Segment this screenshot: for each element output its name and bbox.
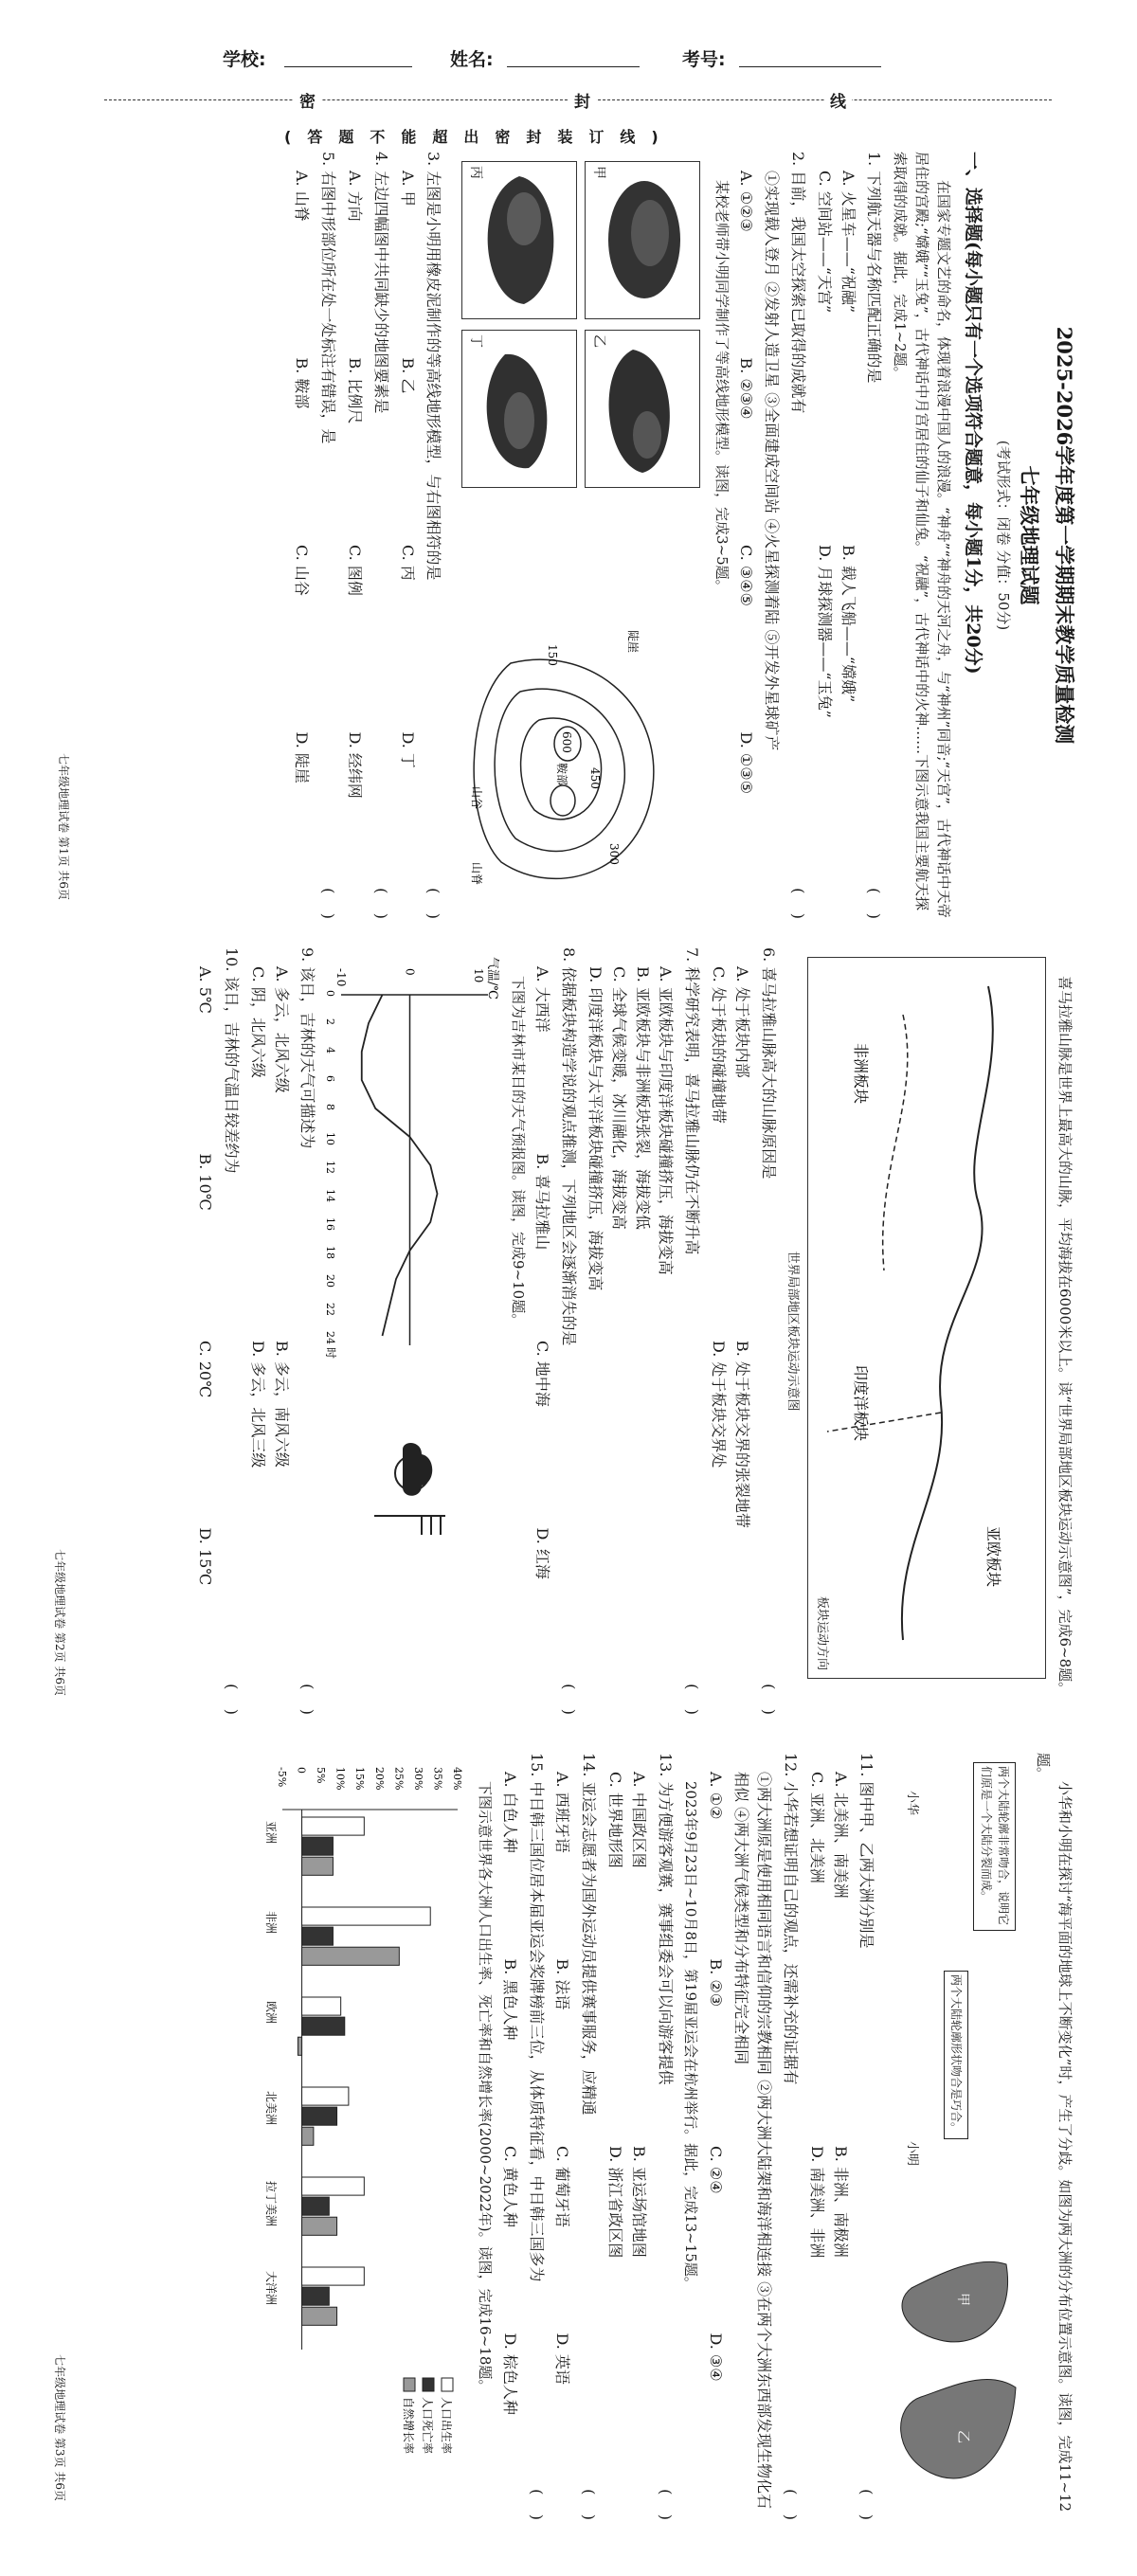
legend-label: 人口出生率 xyxy=(439,2397,453,2455)
x-tick-label: 0 xyxy=(324,990,337,997)
q1-options[interactable]: A. 火星车——“祝融” B. 载人飞船——“嫦娥” C. 空间站——“天宫” D. 月球探测器——“玉兔” xyxy=(815,171,857,718)
svg-text:甲: 甲 xyxy=(955,2293,971,2306)
seal-mi: 密 xyxy=(294,88,321,112)
model-jia: 甲 xyxy=(585,161,700,319)
model-ding: 丁 xyxy=(461,330,577,488)
exam-subtitle: 七年级地理试题 xyxy=(1018,465,1042,605)
x-tick-label: 18 xyxy=(324,1246,337,1259)
seal-xian: 线 xyxy=(824,88,852,112)
x-tick-label: 20 xyxy=(324,1274,337,1288)
weather-figure xyxy=(322,957,502,1705)
bar xyxy=(298,2037,301,2055)
page-footer: 七年级地理试卷 第2页 共6页 xyxy=(52,1549,66,1696)
bar xyxy=(301,1947,399,1965)
school-field[interactable] xyxy=(284,66,412,67)
bar xyxy=(301,2127,313,2145)
svg-text:150: 150 xyxy=(546,644,560,666)
q3-intro: 某校老师带小明同学制作了等高线地形模型。读图，完成3~5题。 xyxy=(713,180,731,594)
question-2: 2. 目前，我国太空探索已取得的成就有 ( ) xyxy=(785,152,809,919)
bar xyxy=(301,2307,336,2325)
population-chart xyxy=(254,1762,472,2501)
q13-options[interactable]: A. 中国政区图 B. 亚运场馆地图 C. 世界地形图 D. 浙江省政区图 xyxy=(606,1772,648,2259)
exam-page-1 xyxy=(52,152,1085,919)
q2-options[interactable]: A. ①②③ B. ②③④ C. ③④⑤ D. ①③⑤ xyxy=(737,171,756,794)
continent-figure xyxy=(884,1762,1026,2511)
map-legend: 板块运动方向 xyxy=(814,1595,829,1670)
question-7: 7. 科学研究表明，喜马拉雅山脉仍在不断升高 ( ) xyxy=(683,947,702,1715)
exam-note: (考试形式：闭卷 分值：50分) xyxy=(994,440,1012,631)
temperature-chart xyxy=(322,957,502,1374)
q9-intro: 下图为吉林市某日的天气预报图。读图，完成9~10题。 xyxy=(509,976,527,1328)
q13-intro: 2023年9月23日~10月8日，第19届亚运会在杭州举行。据此，完成13~15题。 xyxy=(681,1781,699,2291)
svg-text:陡崖: 陡崖 xyxy=(626,630,641,654)
speech-bubble-a: 两个大陆轮廓非常吻合，说明它们原是一个大陆分裂而成。 xyxy=(973,1762,1016,1931)
q3-options[interactable]: A. 甲 B. 乙 C. 丙 D. 丁 xyxy=(398,171,417,768)
seal-line xyxy=(104,90,1052,112)
x-tick-label: 24 xyxy=(324,1331,337,1344)
y-tick-label: 15% xyxy=(353,1767,367,1791)
clay-models xyxy=(461,161,700,491)
x-tick-label: 22 xyxy=(324,1303,337,1316)
q16-intro: 下图示意世界各大洲人口出生率、死亡率和自然增长率(2000~2022年)。读图，完成16~18题。 xyxy=(477,1781,495,2394)
x-tick-label: 4 xyxy=(324,1047,337,1054)
q10-options[interactable]: A. 5℃ B. 10℃ C. 20℃ D. 15℃ xyxy=(196,966,215,1586)
y-tick-label: 25% xyxy=(392,1767,406,1791)
x-tick-label: 8 xyxy=(324,1104,337,1110)
question-13: 13. 为方便游客观赛，赛事组委会可以向游客提供 ( ) xyxy=(656,1753,675,2520)
legend-swatch xyxy=(442,2378,453,2391)
legend-swatch xyxy=(404,2378,415,2391)
model-bing: 丙 xyxy=(461,161,577,319)
svg-text:450: 450 xyxy=(588,767,603,789)
model-yi: 乙 xyxy=(585,330,700,488)
bar xyxy=(301,1817,364,1835)
question-14: 14. 亚运会志愿者为国外运动员提供赛事服务，应精通 ( ) xyxy=(580,1753,599,2520)
question-4: 4. 左边四幅图中共同缺少的地图要素是 ( ) xyxy=(371,152,390,919)
seal-feng: 封 xyxy=(568,88,596,112)
svg-text:亚欧板块: 亚欧板块 xyxy=(984,1526,1002,1588)
intro-text: 在国家专题文艺的命名，体现着浪漫中国人的浪漫。“神舟”“神舟的天河之舟，与“神州”同音;“天宫”，古代神话中天帝居住的宫殿;“嫦娥”“玉兔”，古代神话中月宫居住的仙子和仙兔。“祝融”，古代神话中的火神……下图示意我国主要航天探索取得的成就。据此，完成1~2题。 xyxy=(891,152,953,918)
temperature-line xyxy=(362,995,438,1336)
bar xyxy=(301,2017,344,2035)
person-b: 小明 xyxy=(905,2141,920,2167)
q7-options[interactable]: A. 亚欧板块与印度洋板块碰撞挤压，海拔变高 B. 亚欧板块与非洲板块张裂，海拔变低 C. 全球气候变暖，冰川融化，海拔变高 D. 印度洋板块与太平洋板块碰撞挤压，海拔变高 xyxy=(587,966,676,1291)
y-tick-label: -10 xyxy=(334,968,349,987)
page-footer: 七年级地理试卷 第3页 共6页 xyxy=(52,2354,66,2501)
q8-options[interactable]: A. 大西洋 B. 喜马拉雅山 C. 地中海 D. 红海 xyxy=(533,966,552,1579)
y-tick-label: 35% xyxy=(431,1767,444,1791)
legend-label: 人口死亡率 xyxy=(420,2397,434,2455)
y-tick-label: 0 xyxy=(403,968,417,976)
person-a: 小华 xyxy=(905,1791,920,1816)
x-tick-label: 14 xyxy=(324,1189,337,1202)
speech-bubble-b: 两个大陆轮廓形状吻合是巧合。 xyxy=(944,1971,969,2139)
fig-caption: 世界局部地区板块运动示意图 xyxy=(785,1251,800,1412)
page-footer: 七年级地理试卷 第1页 共6页 xyxy=(56,753,70,900)
q2-items: ①实现载人登月 ②发射人造卫星 ③全面建成空间站 ④火星探测着陆 ⑤开发外星球矿产 xyxy=(763,171,782,751)
category-label: 大洋洲 xyxy=(263,2271,278,2306)
bar xyxy=(301,2287,329,2305)
question-11: 11. 图中甲、乙两大洲分别是 ( ) xyxy=(857,1753,876,2520)
q15-options[interactable]: A. 白色人种 B. 黑色人种 C. 黄色人种 D. 棕色人种 xyxy=(500,1772,519,2415)
q5-options[interactable]: A. 山脊 B. 鞍部 C. 山谷 D. 陡崖 xyxy=(293,171,312,784)
question-15: 15. 中日韩三国位居本届亚运会奖牌榜前三位，从体质特征看，中日韩三国多为 ( ) xyxy=(527,1753,546,2520)
category-label: 北美洲 xyxy=(263,2091,278,2126)
y-tick-label: -5% xyxy=(275,1767,288,1788)
bar xyxy=(301,2087,348,2105)
bar xyxy=(301,2267,364,2285)
svg-text:非洲板块: 非洲板块 xyxy=(851,1043,870,1105)
q11-intro: 小华和小明在探讨“海平面的地球上不断变化”时，产生了分歧。如图为两大洲的分布位置示意图。读图，完成11~12题。 xyxy=(1034,1753,1074,2513)
name-label: 姓名: xyxy=(450,49,494,70)
y-tick-label: 20% xyxy=(372,1767,386,1791)
bar xyxy=(301,1997,340,2015)
svg-text:山谷: 山谷 xyxy=(470,786,484,810)
bar xyxy=(301,2107,336,2125)
bar xyxy=(301,1837,333,1855)
question-6: 6. 喜马拉雅山脉高大的山脉原因是 ( ) xyxy=(759,947,778,1715)
name-field[interactable] xyxy=(507,66,640,67)
answer-blank[interactable]: ( ) xyxy=(789,888,808,919)
bar xyxy=(301,1857,333,1875)
q4-options[interactable]: A. 方向 B. 比例尺 C. 图例 D. 经纬网 xyxy=(346,171,365,799)
category-label: 欧洲 xyxy=(263,2001,278,2025)
bar xyxy=(301,2197,329,2215)
bar xyxy=(301,2217,336,2235)
question-12: 12. 小华若想证明自己的观点，还需补充的证据有 ( ) xyxy=(782,1753,801,2520)
y-tick-label: 5% xyxy=(314,1767,327,1784)
exam-page-3 xyxy=(52,1753,1085,2520)
q9-options[interactable]: A. 多云，北风六级 B. 多云，南风六级 C. 阴，北风六级 D. 多云，北风三级 xyxy=(248,966,291,1468)
question-5: 5. 右图中形部位所在处一处标注有错误，是 ( ) xyxy=(319,152,338,919)
x-tick-label: 12 xyxy=(324,1161,337,1174)
q14-options[interactable]: A. 西班牙语 B. 法语 C. 葡萄牙语 D. 英语 xyxy=(553,1772,572,2385)
dialogue xyxy=(884,1762,1026,2198)
exam-no-field[interactable] xyxy=(739,66,881,67)
q6-intro: 喜马拉雅山脉是世界上最高大的山脉，平均海拔在6000米以上。读“世界局部地区板块运动示意图”，完成6~8题。 xyxy=(1056,976,1074,1697)
seal-note: (答题不能超出密封装订线) xyxy=(284,128,675,146)
exam-title: 2025-2026学年度第一学期期末教学质量检测 xyxy=(1053,326,1076,745)
legend-swatch xyxy=(423,2378,434,2391)
q6-options[interactable]: A. 处于板块内部 B. 处于板块交界的张裂地带 C. 处于板块的碰撞地带 D. 处于板块交界处 xyxy=(710,966,751,1528)
svg-text:600: 600 xyxy=(560,731,574,753)
y-tick-label: 40% xyxy=(450,1767,463,1791)
chart-ylabel: 气温/℃ xyxy=(485,957,500,1000)
category-label: 拉丁美洲 xyxy=(263,2181,278,2227)
bar xyxy=(301,2177,364,2195)
question-1: 1. 下列航天器与名称匹配正确的是 ( ) xyxy=(862,152,886,919)
figure-row xyxy=(454,161,700,910)
svg-text:印度洋板块: 印度洋板块 xyxy=(851,1365,870,1442)
x-tick-label: 6 xyxy=(324,1075,337,1082)
y-tick-label: 10% xyxy=(334,1767,347,1791)
svg-text:300: 300 xyxy=(607,843,622,865)
question-3: 3. 左图是小明用橡皮泥制作的等高线地形模型，与右图相符的是 ( ) xyxy=(424,152,443,919)
category-label: 亚洲 xyxy=(263,1821,278,1845)
svg-text:鞍部: 鞍部 xyxy=(555,763,569,786)
exam-no-label: 考号: xyxy=(682,49,726,70)
question-10: 10. 该日，吉林的气温日较差约为 ( ) xyxy=(223,947,241,1715)
question-9: 9. 该日，吉林的天气可描述为 ( ) xyxy=(298,947,317,1715)
x-tick-label: 16 xyxy=(324,1217,337,1231)
answer-blank[interactable]: ( ) xyxy=(865,888,884,919)
q12-items: ①两大洲原是使用相同语言和信仰的宗教相同 ②两大洲大陆架和海洋相连接 ③在两个大洲东西部发现生物化石相似 ④两大洲气候类型和分布特征完全相同 xyxy=(731,1772,774,2510)
exam-page-2 xyxy=(52,947,1085,1715)
x-axis-label: 时 xyxy=(324,1347,338,1360)
weather-symbol xyxy=(360,1431,464,1544)
bar xyxy=(301,1907,430,1925)
question-8: 8. 依据板块构造学说的观点推测，下列地区会逐渐消失的是 ( ) xyxy=(560,947,579,1715)
y-tick-label: 10 xyxy=(472,968,486,983)
y-tick-label: 30% xyxy=(411,1767,424,1791)
category-label: 非洲 xyxy=(263,1911,278,1935)
section-title: 一、选择题(每小题只有一个选项符合题意，每小题1分，共20分) xyxy=(962,152,984,675)
school-label: 学校: xyxy=(223,49,266,70)
legend-label: 自然增长率 xyxy=(401,2397,415,2455)
q12-options[interactable]: A. ①② B. ②③ C. ②④ D. ③④ xyxy=(706,1772,725,2382)
svg-text:山脊: 山脊 xyxy=(470,862,484,886)
svg-text:乙: 乙 xyxy=(955,2430,971,2443)
x-tick-label: 10 xyxy=(324,1132,337,1145)
q11-options[interactable]: A. 北美洲、南美洲 B. 非洲、南极洲 C. 亚洲、北美洲 D. 南美洲、非洲 xyxy=(807,1772,850,2259)
continent-map xyxy=(884,2245,1026,2511)
bar xyxy=(301,1927,333,1945)
exam-header xyxy=(0,38,1137,95)
x-tick-label: 2 xyxy=(324,1018,337,1025)
y-tick-label: 0 xyxy=(295,1767,308,1774)
contour-map xyxy=(454,625,700,910)
plate-map xyxy=(807,957,1046,1679)
